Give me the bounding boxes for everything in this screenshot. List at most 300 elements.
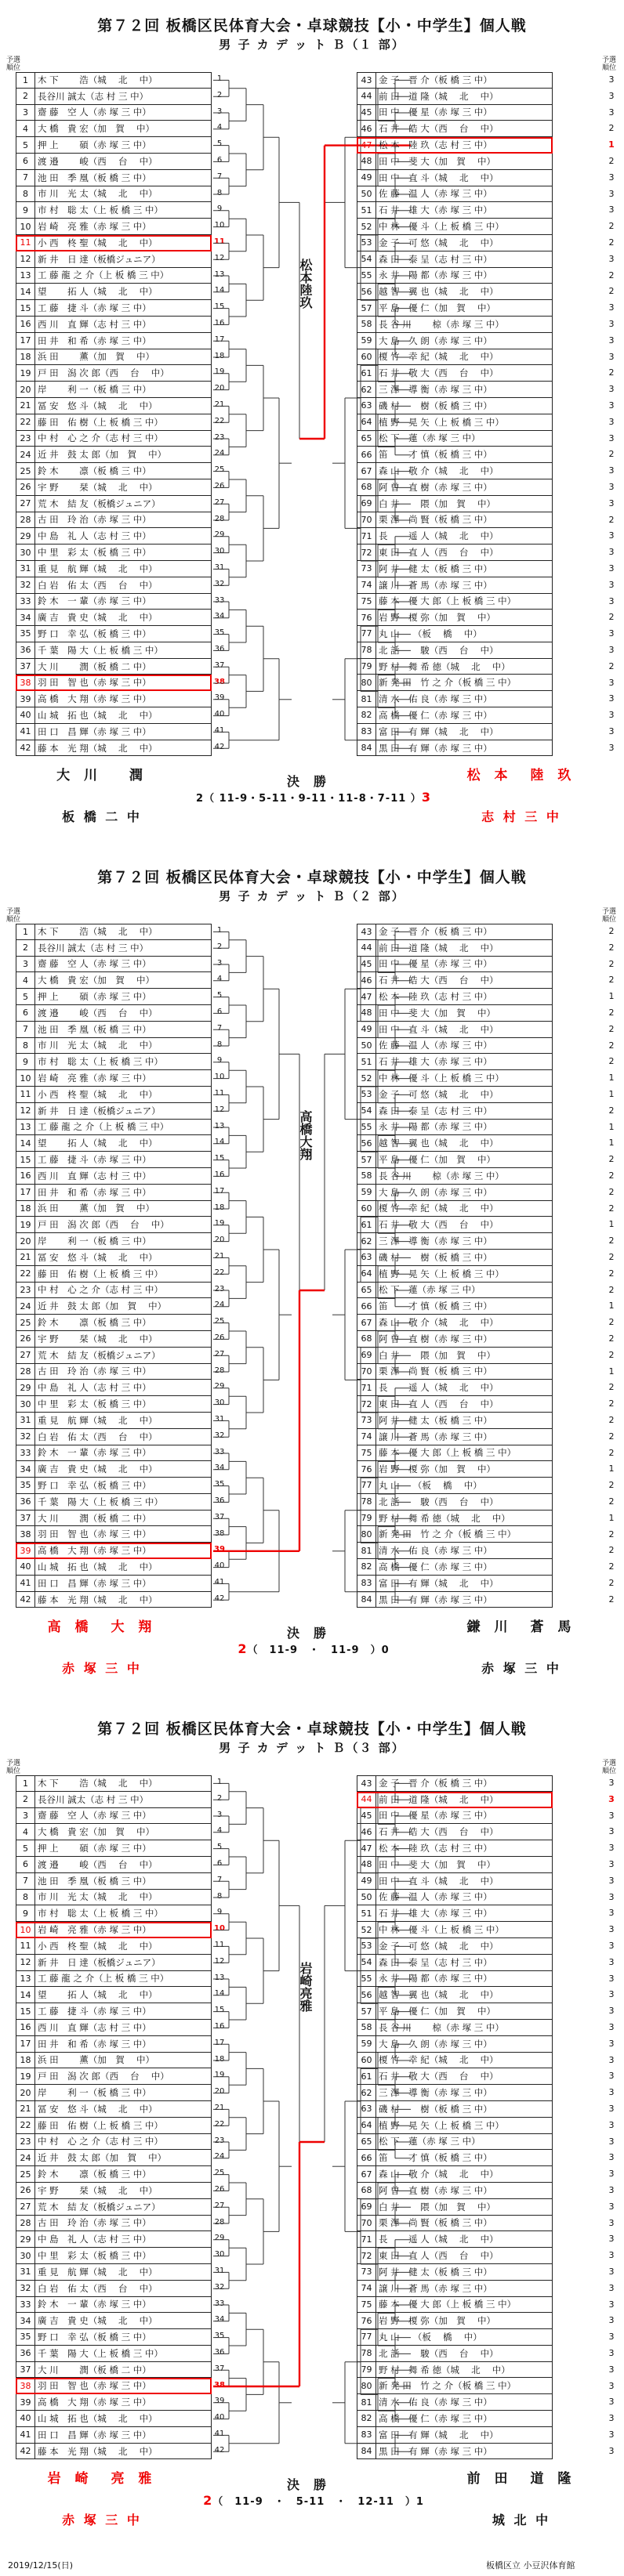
seed-number: 30 [16,1396,35,1412]
seed-number: 32 [16,577,35,593]
player-name: 平 島 優 仁（加 賀 中） [379,2006,495,2017]
qualifying-rank: 24 [214,2152,225,2162]
player-name: 藤 田 佑 樹（上 板 橋 三 中） [38,1268,163,1279]
qualifying-rank: 2 [608,1284,615,1295]
seed-number: 48 [357,1005,376,1021]
player-name: 丸 山 （板 橋 中） [379,2331,482,2343]
seed-number: 53 [357,1938,376,1954]
qualifying-rank: 17 [214,2038,225,2047]
seed-number: 55 [357,1120,376,1135]
player-name: 森 山 敬 介（城 北 中） [379,2169,499,2180]
qualifying-rank: 3 [608,188,615,199]
player-name: 近 井 鼓 太 郎（加 賀 中） [38,1301,167,1312]
seed-number: 23 [16,431,35,447]
player-name: 三 澤 導 衡（赤 塚 三 中） [379,384,492,396]
qualifying-rank: 3 [608,1793,615,1804]
seed-number: 39 [16,2394,35,2410]
seed-number: 49 [357,1873,376,1889]
qualifying-rank: 2 [608,1008,615,1018]
seed-number: 78 [357,642,376,658]
seed-number: 25 [16,2166,35,2182]
qualifying-rank: 21 [214,2104,225,2112]
qualifying-rank: 2 [608,1268,615,1279]
player-name: 宇 野 栞（城 北 中） [38,2184,158,2196]
qualifying-rank: 3 [608,2022,615,2032]
qualifying-rank: 2 [608,270,615,280]
seed-number: 24 [16,447,35,462]
seed-number: 44 [357,1792,376,1807]
qualifying-rank: 12 [214,253,225,262]
qualifying-rank: 2 [608,1154,615,1165]
qualifying-rank: 2 [608,1186,615,1197]
player-name: 新 井 日 達（板橋ジュニア） [38,253,161,265]
player-name: 岩 崎 亮 雅（赤 塚 三 中） [38,221,151,233]
qualifying-rank: 6 [216,1859,223,1868]
seed-number: 68 [357,479,376,495]
qualifying-rank: 2 [608,1545,615,1556]
qualifying-rank: 2 [608,1578,615,1588]
section-subtitle: 男 子 カ デ ッ ト Ｂ（１ 部） [219,38,405,52]
player-name: 西 川 直 輝（志 村 三 中） [38,1170,151,1181]
player-row[interactable] [357,1792,553,1808]
left-finalist-name: 高 橋 大 翔 [47,1619,157,1635]
qualifying-rank: 3 [608,579,615,590]
qualifying-rank: 3 [608,74,615,85]
seed-number: 75 [357,2297,376,2313]
player-name: 千 葉 陽 大（上 板 橋 三 中） [38,644,163,656]
seed-number: 62 [357,382,376,397]
match-score [157,2493,470,2508]
player-name: 石 井 雄 大（赤 塚 三 中） [379,204,492,216]
player-name: 長 遥 人（城 北 中） [379,2234,499,2245]
player-name: 長谷川 誠太（志 村 三 中） [38,942,149,953]
qualifying-rank: 3 [608,432,615,443]
bracket-section [0,0,624,830]
seed-number: 8 [16,1038,35,1054]
player-row[interactable] [16,1543,212,1559]
seed-number: 22 [16,2118,35,2133]
qualifying-rank: 3 [608,645,615,655]
qualifying-rank: 3 [608,1956,615,1967]
qualifying-rank: 15 [214,1154,225,1163]
seed-number: 82 [357,2411,376,2426]
player-name: 森 田 泰 呈（志 村 三 中） [379,1105,492,1116]
player-name: 大 橋 貴 宏（加 賀 中） [38,123,154,135]
player-name: 藤 本 光 翔（城 北 中） [38,742,158,754]
seed-number: 79 [357,2362,376,2378]
qualifying-rank: 25 [214,465,225,475]
qualifying-rank: 3 [608,384,615,395]
seed-number: 54 [357,251,376,267]
seed-number: 66 [357,447,376,462]
score-games: （ 11-9・5-11・9-11・11-8・7-11 ） [204,793,422,805]
qualifying-rank: 3 [608,2380,615,2391]
qualifying-rank: 2 [608,1398,615,1409]
seed-number: 14 [16,1135,35,1151]
seed-number: 81 [357,2394,376,2410]
player-name: 金 子 晋 介（板 橋 三 中） [379,74,492,86]
seed-number: 73 [357,1413,376,1428]
player-name: 黒 田 有 輝（赤 塚 三 中） [379,742,492,754]
seed-number: 16 [16,1168,35,1184]
seed-number: 42 [16,2444,35,2459]
player-name: 栗 澤 尚 賢（板 橋 三 中） [379,1366,492,1377]
footer-venue: 板橋区立 小豆沢体育館 [486,2560,575,2571]
player-name: 小 西 柊 聖（城 北 中） [38,1940,158,1952]
player-name: 山 城 拓 也（城 北 中） [38,1561,158,1572]
player-name: 金 子 晋 介（板 橋 三 中） [379,1778,492,1789]
seed-number: 62 [357,2085,376,2100]
qualifying-rank: 2 [608,1105,615,1116]
player-name: 富 田 有 輝（城 北 中） [379,2429,499,2440]
qualifying-rank: 2 [608,123,615,134]
player-name: 新 井 日 達（板橋ジュニア） [38,1105,161,1116]
player-name: 小 西 柊 聖（城 北 中） [38,237,158,248]
player-name: 阿 曽 直 樹（赤 塚 三 中） [379,1333,492,1344]
qualifying-rank: 28 [214,2217,225,2227]
player-name: 清 水 佑 良（赤 塚 三 中） [379,1545,492,1557]
player-row[interactable] [16,235,212,251]
section-title: 第７２回 板橋区民体育大会・卓球競技【小・中学生】個人戦 [97,1720,527,1738]
qualifying-rank: 1 [608,1512,615,1523]
seed-number: 36 [16,2346,35,2361]
seed-number: 24 [16,1298,35,1314]
player-name: 戸 田 潟 次 郎（西 台 中） [38,367,169,379]
seed-number: 44 [357,940,376,956]
player-row[interactable] [357,137,553,154]
qualifying-rank: 36 [214,645,225,653]
qualifying-rank: 3 [608,2315,615,2326]
player-name: 藤 本 優 大 郎（上 板 橋 三 中） [379,1447,517,1459]
qualifying-rank: 2 [608,1236,615,1246]
seed-number: 73 [357,561,376,577]
player-name: 中 里 彩 太（板 橋 三 中） [38,547,151,558]
seed-number: 37 [16,659,35,675]
seed-number: 12 [16,1955,35,1970]
player-name: 荒 木 結 友（板橋ジュニア） [38,497,161,509]
seed-number: 50 [357,1890,376,1905]
player-name: 中 島 礼 人（志 村 三 中） [38,2234,151,2245]
qualifying-rank-label: 予選 順位 [602,908,617,924]
score-games: （ 11-9 ・ 11-9 ） [247,1644,382,1656]
seed-number: 7 [16,1873,35,1889]
qualifying-rank: 20 [214,2087,225,2097]
qualifying-rank: 1 [608,1138,615,1149]
qualifying-rank: 3 [608,1989,615,2000]
player-name: 白 岩 佑 太（西 台 中） [38,579,158,591]
qualifying-rank: 1 [608,1366,615,1377]
qualifying-rank: 3 [608,319,615,329]
player-name: 中 島 礼 人（志 村 三 中） [38,1382,151,1394]
player-name: 岩 崎 亮 雅（赤 塚 三 中） [38,1924,151,1936]
player-name: 大 島 久 朗（赤 塚 三 中） [379,1186,492,1198]
qualifying-rank: 3 [608,90,615,101]
seed-number: 22 [16,1266,35,1282]
player-name: 木 下 浩（城 北 中） [38,926,158,938]
qualifying-rank: 34 [214,2315,225,2325]
qualifying-rank: 3 [608,1843,615,1854]
player-name: 石 井 敬 大（西 台 中） [379,1219,499,1231]
player-name: 長 遥 人（城 北 中） [379,1382,499,1394]
player-name: 廣 吉 貴 史（城 北 中） [38,612,158,624]
player-name: 白 岩 佑 太（西 台 中） [38,1431,158,1442]
qualifying-rank: 6 [216,1008,223,1016]
player-name: 山 城 拓 也（城 北 中） [38,2412,158,2424]
qualifying-rank: 3 [608,1778,615,1788]
player-name: 田 中 斐 大（加 賀 中） [379,1007,495,1018]
seed-number: 48 [357,154,376,169]
seed-number: 23 [16,2134,35,2150]
seed-number: 70 [357,1364,376,1380]
qualifying-rank: 2 [608,1480,615,1491]
seed-number: 2 [16,940,35,956]
qualifying-rank: 36 [214,1496,225,1505]
seed-number: 52 [357,219,376,234]
player-name: 羽 田 智 也（赤 塚 三 中） [38,2380,151,2392]
player-name: 栗 澤 尚 賢（板 橋 三 中） [379,514,492,526]
seed-number: 77 [357,2329,376,2345]
seed-number: 53 [357,1087,376,1102]
seed-number: 27 [16,496,35,512]
seed-number: 14 [16,284,35,299]
player-name: 廣 吉 貴 史（城 北 中） [38,1463,158,1475]
seed-number: 56 [357,1135,376,1151]
player-row[interactable] [16,675,212,691]
champion-name: 松本陸玖 [298,259,313,309]
player-name: 岸 利 一（板 橋 三 中） [38,1236,151,1247]
seed-number: 5 [16,137,35,153]
qualifying-rank: 2 [608,1431,615,1442]
seed-number: 72 [357,545,376,560]
player-name: 松 本 陸 玖（志 村 三 中） [379,139,492,151]
player-name: 佐 藤 温 人（赤 塚 三 中） [379,1891,492,1903]
player-name: 前 田 道 隆（城 北 中） [379,1793,499,1805]
left-finalist-school: 赤 塚 三 中 [62,1661,142,1676]
player-name: 白 岩 佑 太（西 台 中） [38,2282,158,2294]
qualifying-rank: 5 [216,139,223,149]
qualifying-rank: 21 [214,400,225,409]
player-name: 中 里 彩 太（板 橋 三 中） [38,1398,151,1409]
player-name: 岩 野 榎 弥（加 賀 中） [379,2315,495,2327]
qualifying-rank: 37 [214,1512,225,1521]
qualifying-rank: 3 [608,677,615,688]
qualifying-rank: 3 [608,2348,615,2358]
score-left: 2 [203,2493,213,2508]
seed-number: 60 [357,1201,376,1217]
player-name: 白 井 隈（加 賀 中） [379,497,495,509]
match-score [157,1641,470,1656]
seed-number: 4 [16,1824,35,1840]
player-name: 重 見 航 輝（城 北 中） [38,2266,158,2278]
qualifying-rank: 32 [214,579,225,588]
qualifying-rank: 3 [608,2332,615,2343]
player-name: 佐 藤 温 人（赤 塚 三 中） [379,1040,492,1051]
qualifying-rank: 3 [608,2299,615,2310]
qualifying-rank: 22 [214,2119,225,2129]
qualifying-rank: 3 [608,1924,615,1935]
player-name: 石 井 敬 大（西 台 中） [379,2071,499,2082]
player-name: 阿 井 健 太（板 橋 三 中） [379,2266,492,2278]
player-name: 三 澤 導 衡（赤 塚 三 中） [379,2087,492,2099]
seed-number: 67 [357,463,376,479]
player-name: 新 発 田 竹 之 介（板 橋 三 中） [379,677,517,689]
qualifying-rank: 25 [214,2169,225,2178]
player-name: 重 見 航 輝（城 北 中） [38,1414,158,1426]
qualifying-rank: 41 [214,1578,225,1586]
player-name: 長 谷 川 椋（赤 塚 三 中） [379,2021,504,2033]
qualifying-rank: 3 [608,482,615,492]
player-name: 古 田 玲 治（赤 塚 三 中） [38,2217,151,2229]
player-name: 中 林 優 斗（上 板 橋 三 中） [379,1924,504,1936]
player-name: 長谷川 誠太（志 村 三 中） [38,90,149,102]
player-name: 宇 野 栞（城 北 中） [38,481,158,493]
qualifying-rank: 2 [608,367,615,378]
player-name: 森 田 泰 呈（志 村 三 中） [379,1956,492,1968]
seed-number: 39 [16,1543,35,1558]
qualifying-rank: 3 [608,2250,615,2261]
player-name: 望 拓 人（城 北 中） [38,1989,158,2001]
qualifying-rank: 16 [214,1170,225,1179]
player-name: 田 井 和 希（赤 塚 三 中） [38,1186,151,1198]
seed-number: 71 [357,1380,376,1395]
seed-number: 67 [357,1315,376,1330]
qualifying-rank: 2 [216,90,223,99]
qualifying-rank: 40 [214,2413,225,2422]
seed-number: 57 [357,1152,376,1167]
qualifying-rank: 7 [216,1875,223,1884]
seed-number: 42 [16,740,35,756]
player-name: 藤 田 佑 樹（上 板 橋 三 中） [38,416,163,428]
seed-number: 61 [357,2068,376,2084]
seed-number: 17 [16,1185,35,1200]
seed-number: 26 [16,2183,35,2198]
player-name: 冨 安 悠 斗（城 北 中） [38,1251,158,1263]
qualifying-rank: 2 [608,514,615,525]
seed-number: 1 [16,1776,35,1791]
seed-number: 65 [357,1283,376,1298]
qualifying-rank: 35 [214,2332,225,2341]
qualifying-rank: 7 [216,172,223,181]
player-name: 丸 山 （板 橋 中） [379,628,482,639]
qualifying-rank: 3 [608,253,615,264]
player-name: 田 中 直 斗（城 北 中） [379,1875,499,1887]
qualifying-rank: 35 [214,628,225,638]
seed-number: 38 [16,2378,35,2393]
player-name: 清 水 佑 良（赤 塚 三 中） [379,2397,492,2408]
player-name: 大 川 潤（板 橋 二 中） [38,660,151,672]
seed-number: 58 [357,2020,376,2035]
qualifying-rank: 10 [214,1073,225,1082]
player-name: 渡 邉 峻（西 台 中） [38,1858,158,1870]
player-name: 田 中 斐 大（加 賀 中） [379,155,495,167]
qualifying-rank: 5 [216,1843,223,1852]
seed-number: 42 [16,1592,35,1608]
qualifying-rank: 30 [214,547,225,556]
player-name: 鈴 木 凛（板 橋 三 中） [38,2169,151,2180]
player-name: 中 里 彩 太（板 橋 三 中） [38,2250,151,2261]
player-name: 田 中 優 星（赤 塚 三 中） [379,107,492,118]
seed-number: 9 [16,1054,35,1069]
player-name: 岩 野 榎 弥（加 賀 中） [379,1463,495,1475]
qualifying-rank: 2 [608,1252,615,1262]
player-name: 中 村 心 之 介（志 村 三 中） [38,2136,163,2147]
qualifying-rank: 17 [214,335,225,344]
player-name: 北 話 駿（西 台 中） [379,1496,499,1507]
qualifying-rank: 1 [216,1778,223,1786]
player-name: 池 田 季 凰（板 橋 三 中） [38,1875,151,1887]
seed-number: 29 [16,1380,35,1395]
player-name: 工 藤 龍 之 介（上 板 橋 三 中） [38,1121,169,1133]
qualifying-rank-label: 予選 順位 [6,56,21,72]
qualifying-rank: 18 [214,1203,225,1212]
seed-number: 7 [16,1022,35,1037]
seed-number: 47 [357,137,376,153]
seed-number: 72 [357,2248,376,2263]
player-name: 東 田 直 人（西 台 中） [379,2250,499,2261]
seed-number: 35 [16,626,35,642]
final-label: 決勝 [286,774,340,789]
player-name: 北 話 駿（西 台 中） [379,2347,499,2359]
player-name: 永 井 陽 都（赤 塚 三 中） [379,1121,492,1133]
right-finalist-school: 赤 塚 三 中 [481,1661,561,1676]
seed-number: 80 [357,1526,376,1542]
qualifying-rank: 2 [608,286,615,297]
player-name: 藤 田 佑 樹（上 板 橋 三 中） [38,2119,163,2131]
seed-number: 56 [357,1987,376,2003]
player-name: 石 井 皓 大（西 台 中） [379,1826,499,1838]
seed-number: 41 [16,724,35,740]
qualifying-rank: 3 [608,693,615,704]
seed-number: 81 [357,1543,376,1558]
qualifying-rank: 30 [214,2250,225,2259]
qualifying-rank: 2 [608,958,615,969]
seed-number: 32 [16,1429,35,1445]
qualifying-rank: 3 [216,107,223,116]
seed-number: 20 [16,1233,35,1249]
qualifying-rank: 39 [214,2397,225,2406]
player-row[interactable] [16,2378,212,2394]
qualifying-rank: 2 [608,1317,615,1328]
qualifying-rank: 26 [214,1333,225,1342]
player-name: 押 上 碩（赤 塚 三 中） [38,991,151,1003]
qualifying-rank: 3 [608,416,615,427]
seed-number: 83 [357,1576,376,1591]
qualifying-rank: 2 [608,1561,615,1572]
qualifying-rank: 9 [216,1056,223,1065]
player-row[interactable] [16,1922,212,1938]
qualifying-rank: 15 [214,302,225,312]
seed-number: 12 [16,251,35,267]
player-name: 阿 曽 直 樹（赤 塚 三 中） [379,481,492,493]
seed-number: 27 [16,2199,35,2215]
qualifying-rank: 2 [608,926,615,936]
seed-number: 76 [357,2313,376,2328]
qualifying-rank: 31 [214,2267,225,2275]
qualifying-rank: 3 [608,497,615,508]
player-name: 鈴 木 凛（板 橋 三 中） [38,465,151,477]
seed-number: 25 [16,463,35,479]
player-name: 大 橋 貴 宏（加 賀 中） [38,1826,154,1838]
qualifying-rank: 1 [608,991,615,1002]
qualifying-rank: 11 [214,1089,225,1098]
seed-number: 3 [16,1808,35,1824]
seed-number: 29 [16,528,35,544]
player-name: 田 中 優 星（赤 塚 三 中） [379,1810,492,1822]
qualifying-rank: 32 [214,1431,225,1440]
player-name: 平 島 優 仁（加 賀 中） [379,302,495,314]
seed-number: 31 [16,2264,35,2280]
bracket-lines [0,1703,624,2534]
